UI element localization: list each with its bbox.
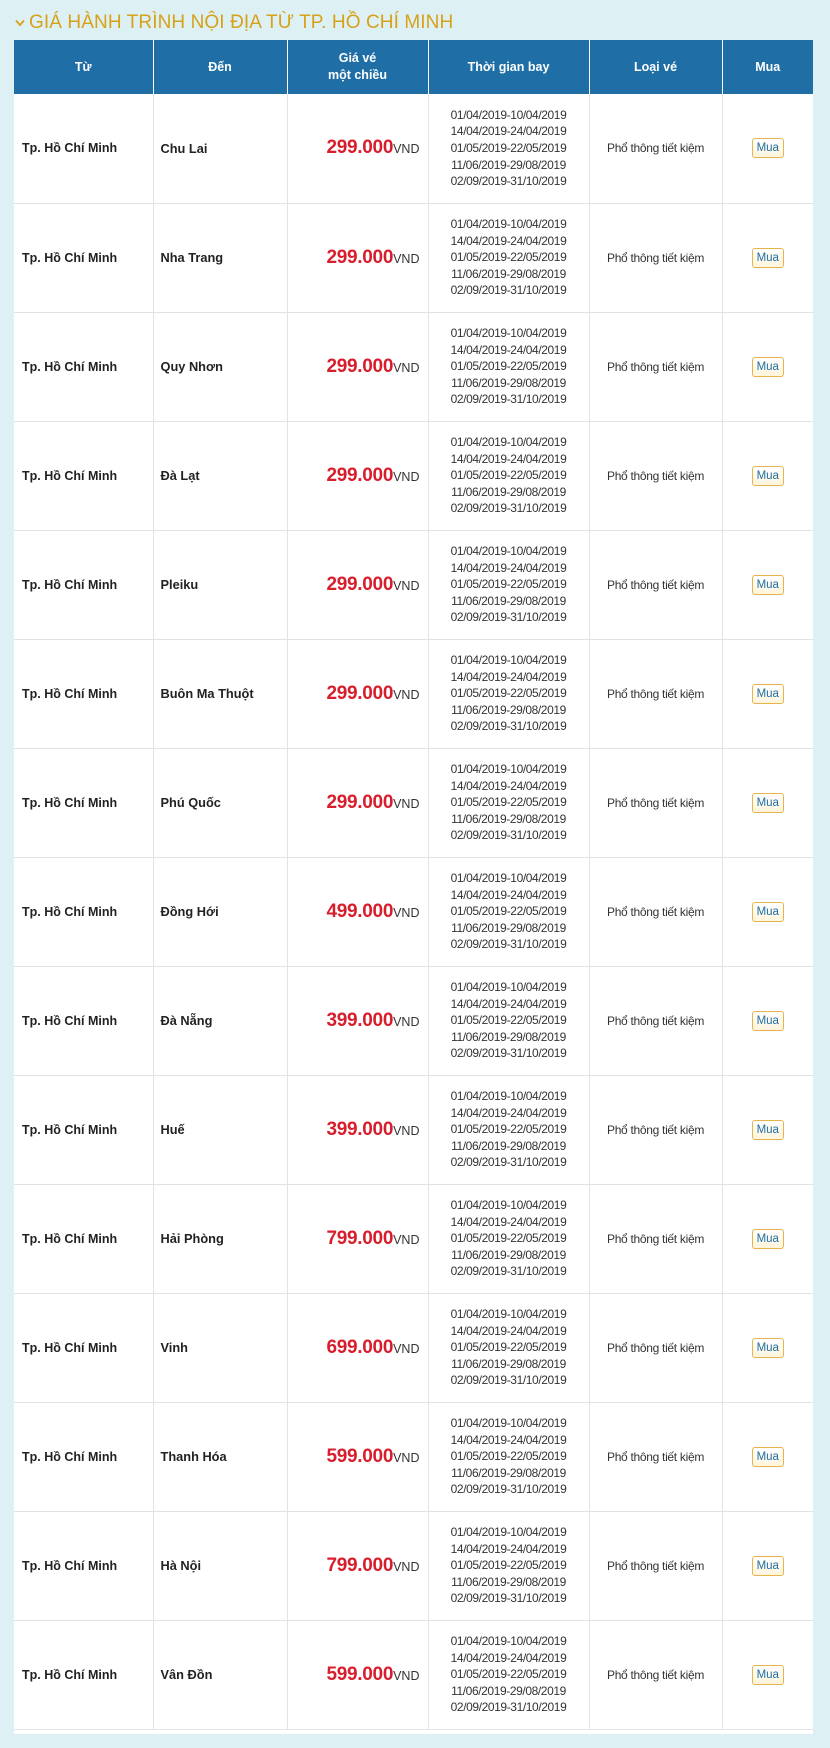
cell-flight-dates bbox=[428, 639, 589, 748]
buy-button[interactable]: Mua bbox=[752, 793, 784, 813]
cell-ticket-type: Phổ thông tiết kiệm bbox=[589, 1293, 722, 1402]
table-row bbox=[14, 639, 813, 748]
date-range: 14/04/2019-24/04/2019 bbox=[450, 996, 567, 1011]
date-range: 11/06/2019-29/08/2019 bbox=[451, 593, 566, 608]
date-range: 01/05/2019-22/05/2019 bbox=[450, 1449, 567, 1464]
date-range: 11/06/2019-29/08/2019 bbox=[451, 1138, 566, 1153]
fare-table-container bbox=[14, 40, 813, 1734]
date-range: 14/04/2019-24/04/2019 bbox=[450, 560, 567, 575]
price-amount: 299.000 bbox=[326, 246, 394, 268]
cell-flight-dates bbox=[428, 966, 589, 1075]
date-range: 11/06/2019-29/08/2019 bbox=[451, 920, 566, 935]
date-range: 02/09/2019-31/10/2019 bbox=[450, 501, 567, 516]
cell-to: Đồng Hới bbox=[153, 857, 287, 966]
price-currency: VND bbox=[393, 1014, 420, 1029]
cell-flight-dates bbox=[428, 857, 589, 966]
date-range: 01/04/2019-10/04/2019 bbox=[450, 871, 567, 886]
date-range: 01/05/2019-22/05/2019 bbox=[450, 468, 567, 483]
cell-to: Buôn Ma Thuột bbox=[153, 639, 287, 748]
cell-from: Tp. Hồ Chí Minh bbox=[14, 639, 153, 748]
table-row bbox=[14, 421, 813, 530]
date-range: 11/06/2019-29/08/2019 bbox=[451, 1574, 566, 1589]
cell-flight-dates bbox=[428, 1402, 589, 1511]
cell-from: Tp. Hồ Chí Minh bbox=[14, 1293, 153, 1402]
price-currency: VND bbox=[393, 1123, 420, 1138]
date-range: 02/09/2019-31/10/2019 bbox=[450, 1700, 567, 1715]
price-currency: VND bbox=[393, 687, 420, 702]
buy-button[interactable]: Mua bbox=[752, 1665, 784, 1685]
cell-ticket-type: Phổ thông tiết kiệm bbox=[589, 1184, 722, 1293]
price-amount: 299.000 bbox=[326, 464, 394, 486]
buy-button[interactable]: Mua bbox=[752, 1229, 784, 1249]
cell-to: Vinh bbox=[153, 1293, 287, 1402]
cell-from: Tp. Hồ Chí Minh bbox=[14, 1184, 153, 1293]
cell-flight-dates bbox=[428, 1184, 589, 1293]
cell-price bbox=[287, 1293, 428, 1402]
date-range: 11/06/2019-29/08/2019 bbox=[451, 375, 566, 390]
date-range: 01/05/2019-22/05/2019 bbox=[450, 1667, 567, 1682]
date-range: 01/04/2019-10/04/2019 bbox=[450, 326, 567, 341]
price-currency: VND bbox=[393, 469, 420, 484]
cell-ticket-type: Phổ thông tiết kiệm bbox=[589, 857, 722, 966]
price-currency: VND bbox=[393, 142, 420, 157]
buy-button[interactable]: Mua bbox=[752, 1338, 784, 1358]
date-range: 01/04/2019-10/04/2019 bbox=[450, 1307, 567, 1322]
date-range: 01/05/2019-22/05/2019 bbox=[450, 1122, 567, 1137]
cell-price bbox=[287, 857, 428, 966]
price-currency: VND bbox=[393, 578, 420, 593]
date-range: 14/04/2019-24/04/2019 bbox=[450, 1105, 567, 1120]
header-to: Đến bbox=[153, 40, 287, 94]
date-range: 01/05/2019-22/05/2019 bbox=[450, 1558, 567, 1573]
header-price-line1: Giá vé bbox=[338, 51, 377, 65]
date-range: 02/09/2019-31/10/2019 bbox=[450, 1373, 567, 1388]
date-range: 01/04/2019-10/04/2019 bbox=[450, 217, 567, 232]
buy-button[interactable]: Mua bbox=[752, 1120, 784, 1140]
date-range: 01/04/2019-10/04/2019 bbox=[450, 1089, 567, 1104]
table-row bbox=[14, 1511, 813, 1620]
date-range: 02/09/2019-31/10/2019 bbox=[450, 1591, 567, 1606]
cell-price bbox=[287, 1511, 428, 1620]
date-range: 01/04/2019-10/04/2019 bbox=[450, 107, 567, 122]
cell-buy bbox=[722, 203, 813, 312]
price-currency: VND bbox=[393, 251, 420, 266]
cell-buy bbox=[722, 312, 813, 421]
cell-price bbox=[287, 1402, 428, 1511]
price-amount: 399.000 bbox=[326, 1118, 394, 1140]
cell-buy bbox=[722, 1511, 813, 1620]
cell-ticket-type: Phổ thông tiết kiệm bbox=[589, 748, 722, 857]
buy-button[interactable]: Mua bbox=[752, 138, 784, 158]
date-range: 01/04/2019-10/04/2019 bbox=[450, 980, 567, 995]
price-amount: 599.000 bbox=[326, 1445, 394, 1467]
cell-price bbox=[287, 639, 428, 748]
price-amount: 299.000 bbox=[326, 682, 394, 704]
date-range: 02/09/2019-31/10/2019 bbox=[450, 1155, 567, 1170]
price-amount: 499.000 bbox=[326, 900, 394, 922]
cell-buy bbox=[722, 748, 813, 857]
cell-to: Thanh Hóa bbox=[153, 1402, 287, 1511]
price-currency: VND bbox=[393, 360, 420, 375]
price-amount: 799.000 bbox=[326, 1227, 394, 1249]
cell-from: Tp. Hồ Chí Minh bbox=[14, 748, 153, 857]
cell-ticket-type: Phổ thông tiết kiệm bbox=[589, 1620, 722, 1729]
buy-button[interactable]: Mua bbox=[752, 575, 784, 595]
date-range: 14/04/2019-24/04/2019 bbox=[450, 124, 567, 139]
price-amount: 299.000 bbox=[326, 791, 394, 813]
cell-buy bbox=[722, 1075, 813, 1184]
date-range: 01/04/2019-10/04/2019 bbox=[450, 435, 567, 450]
cell-flight-dates bbox=[428, 1511, 589, 1620]
cell-price bbox=[287, 1620, 428, 1729]
cell-buy bbox=[722, 94, 813, 203]
cell-buy bbox=[722, 1184, 813, 1293]
buy-button[interactable]: Mua bbox=[752, 1447, 784, 1467]
table-row bbox=[14, 1620, 813, 1729]
fare-table-body bbox=[14, 94, 813, 1729]
cell-ticket-type: Phổ thông tiết kiệm bbox=[589, 421, 722, 530]
cell-from: Tp. Hồ Chí Minh bbox=[14, 966, 153, 1075]
cell-flight-dates bbox=[428, 312, 589, 421]
cell-flight-dates bbox=[428, 1620, 589, 1729]
cell-from: Tp. Hồ Chí Minh bbox=[14, 1511, 153, 1620]
date-range: 11/06/2019-29/08/2019 bbox=[451, 1247, 566, 1262]
date-range: 14/04/2019-24/04/2019 bbox=[450, 342, 567, 357]
cell-price bbox=[287, 530, 428, 639]
date-range: 14/04/2019-24/04/2019 bbox=[450, 778, 567, 793]
cell-flight-dates bbox=[428, 94, 589, 203]
cell-from: Tp. Hồ Chí Minh bbox=[14, 203, 153, 312]
date-range: 01/05/2019-22/05/2019 bbox=[450, 795, 567, 810]
header-buy: Mua bbox=[722, 40, 813, 94]
table-row bbox=[14, 857, 813, 966]
table-row bbox=[14, 1293, 813, 1402]
date-range: 01/05/2019-22/05/2019 bbox=[450, 686, 567, 701]
date-range: 02/09/2019-31/10/2019 bbox=[450, 392, 567, 407]
date-range: 02/09/2019-31/10/2019 bbox=[450, 719, 567, 734]
cell-price bbox=[287, 748, 428, 857]
date-range: 11/06/2019-29/08/2019 bbox=[451, 484, 566, 499]
table-row bbox=[14, 530, 813, 639]
date-range: 02/09/2019-31/10/2019 bbox=[450, 610, 567, 625]
cell-ticket-type: Phổ thông tiết kiệm bbox=[589, 639, 722, 748]
date-range: 01/05/2019-22/05/2019 bbox=[450, 577, 567, 592]
date-range: 14/04/2019-24/04/2019 bbox=[450, 1323, 567, 1338]
cell-buy bbox=[722, 1620, 813, 1729]
date-range: 11/06/2019-29/08/2019 bbox=[451, 811, 566, 826]
date-range: 02/09/2019-31/10/2019 bbox=[450, 937, 567, 952]
fare-table bbox=[14, 40, 813, 1730]
cell-price bbox=[287, 421, 428, 530]
price-amount: 399.000 bbox=[326, 1009, 394, 1031]
cell-price bbox=[287, 1075, 428, 1184]
cell-from: Tp. Hồ Chí Minh bbox=[14, 857, 153, 966]
cell-to: Huế bbox=[153, 1075, 287, 1184]
date-range: 01/04/2019-10/04/2019 bbox=[450, 1525, 567, 1540]
cell-ticket-type: Phổ thông tiết kiệm bbox=[589, 530, 722, 639]
date-range: 14/04/2019-24/04/2019 bbox=[450, 451, 567, 466]
date-range: 01/05/2019-22/05/2019 bbox=[450, 1231, 567, 1246]
cell-to: Hà Nội bbox=[153, 1511, 287, 1620]
cell-from: Tp. Hồ Chí Minh bbox=[14, 1075, 153, 1184]
date-range: 02/09/2019-31/10/2019 bbox=[450, 283, 567, 298]
table-row bbox=[14, 203, 813, 312]
cell-to: Đà Nẵng bbox=[153, 966, 287, 1075]
price-amount: 299.000 bbox=[326, 137, 394, 159]
cell-ticket-type: Phổ thông tiết kiệm bbox=[589, 1511, 722, 1620]
price-currency: VND bbox=[393, 1450, 420, 1465]
cell-price bbox=[287, 94, 428, 203]
price-amount: 299.000 bbox=[326, 355, 394, 377]
cell-buy bbox=[722, 966, 813, 1075]
date-range: 02/09/2019-31/10/2019 bbox=[450, 1264, 567, 1279]
date-range: 02/09/2019-31/10/2019 bbox=[450, 1482, 567, 1497]
price-amount: 699.000 bbox=[326, 1336, 394, 1358]
table-header-row bbox=[14, 40, 813, 94]
price-currency: VND bbox=[393, 796, 420, 811]
cell-from: Tp. Hồ Chí Minh bbox=[14, 421, 153, 530]
cell-ticket-type: Phổ thông tiết kiệm bbox=[589, 1402, 722, 1511]
cell-from: Tp. Hồ Chí Minh bbox=[14, 1402, 153, 1511]
date-range: 01/04/2019-10/04/2019 bbox=[450, 544, 567, 559]
table-row bbox=[14, 966, 813, 1075]
table-row bbox=[14, 312, 813, 421]
cell-buy bbox=[722, 530, 813, 639]
cell-ticket-type: Phổ thông tiết kiệm bbox=[589, 312, 722, 421]
date-range: 11/06/2019-29/08/2019 bbox=[451, 1029, 566, 1044]
cell-price bbox=[287, 203, 428, 312]
header-ticket-type: Loại vé bbox=[589, 40, 722, 94]
cell-to: Pleiku bbox=[153, 530, 287, 639]
cell-price bbox=[287, 966, 428, 1075]
date-range: 01/04/2019-10/04/2019 bbox=[450, 1198, 567, 1213]
cell-from: Tp. Hồ Chí Minh bbox=[14, 530, 153, 639]
cell-price bbox=[287, 1184, 428, 1293]
header-from: Từ bbox=[14, 40, 153, 94]
price-currency: VND bbox=[393, 1559, 420, 1574]
buy-button[interactable]: Mua bbox=[752, 1556, 784, 1576]
cell-buy bbox=[722, 639, 813, 748]
date-range: 11/06/2019-29/08/2019 bbox=[451, 1465, 566, 1480]
cell-ticket-type: Phổ thông tiết kiệm bbox=[589, 203, 722, 312]
date-range: 11/06/2019-29/08/2019 bbox=[451, 1356, 566, 1371]
table-row bbox=[14, 1184, 813, 1293]
date-range: 01/05/2019-22/05/2019 bbox=[450, 140, 567, 155]
buy-button[interactable]: Mua bbox=[752, 357, 784, 377]
price-currency: VND bbox=[393, 1668, 420, 1683]
date-range: 01/04/2019-10/04/2019 bbox=[450, 1416, 567, 1431]
section-title-text: GIÁ HÀNH TRÌNH NỘI ĐỊA TỪ TP. HỒ CHÍ MINH bbox=[29, 12, 454, 33]
cell-flight-dates bbox=[428, 1293, 589, 1402]
cell-to: Vân Đồn bbox=[153, 1620, 287, 1729]
cell-buy bbox=[722, 1402, 813, 1511]
date-range: 01/04/2019-10/04/2019 bbox=[450, 653, 567, 668]
cell-buy bbox=[722, 421, 813, 530]
cell-from: Tp. Hồ Chí Minh bbox=[14, 1620, 153, 1729]
table-row bbox=[14, 748, 813, 857]
cell-from: Tp. Hồ Chí Minh bbox=[14, 94, 153, 203]
price-amount: 599.000 bbox=[326, 1663, 394, 1685]
cell-buy bbox=[722, 1293, 813, 1402]
cell-to: Hải Phòng bbox=[153, 1184, 287, 1293]
price-currency: VND bbox=[393, 1341, 420, 1356]
date-range: 01/05/2019-22/05/2019 bbox=[450, 250, 567, 265]
cell-ticket-type: Phổ thông tiết kiệm bbox=[589, 94, 722, 203]
date-range: 01/05/2019-22/05/2019 bbox=[450, 359, 567, 374]
buy-button[interactable]: Mua bbox=[752, 248, 784, 268]
buy-button[interactable]: Mua bbox=[752, 902, 784, 922]
price-amount: 299.000 bbox=[326, 573, 394, 595]
date-range: 14/04/2019-24/04/2019 bbox=[450, 1650, 567, 1665]
section-title[interactable] bbox=[14, 8, 453, 38]
header-price bbox=[287, 40, 428, 94]
cell-from: Tp. Hồ Chí Minh bbox=[14, 312, 153, 421]
date-range: 11/06/2019-29/08/2019 bbox=[451, 702, 566, 717]
date-range: 14/04/2019-24/04/2019 bbox=[450, 233, 567, 248]
buy-button[interactable]: Mua bbox=[752, 684, 784, 704]
chevron-down-icon bbox=[14, 17, 26, 29]
date-range: 11/06/2019-29/08/2019 bbox=[451, 157, 566, 172]
table-row bbox=[14, 94, 813, 203]
buy-button[interactable]: Mua bbox=[752, 466, 784, 486]
price-currency: VND bbox=[393, 905, 420, 920]
cell-flight-dates bbox=[428, 748, 589, 857]
date-range: 14/04/2019-24/04/2019 bbox=[450, 1432, 567, 1447]
cell-to: Đà Lạt bbox=[153, 421, 287, 530]
cell-price bbox=[287, 312, 428, 421]
date-range: 01/05/2019-22/05/2019 bbox=[450, 904, 567, 919]
date-range: 02/09/2019-31/10/2019 bbox=[450, 1046, 567, 1061]
date-range: 14/04/2019-24/04/2019 bbox=[450, 1214, 567, 1229]
cell-to: Quy Nhơn bbox=[153, 312, 287, 421]
header-flight-time: Thời gian bay bbox=[428, 40, 589, 94]
cell-ticket-type: Phổ thông tiết kiệm bbox=[589, 1075, 722, 1184]
date-range: 02/09/2019-31/10/2019 bbox=[450, 174, 567, 189]
cell-buy bbox=[722, 857, 813, 966]
date-range: 01/05/2019-22/05/2019 bbox=[450, 1013, 567, 1028]
date-range: 11/06/2019-29/08/2019 bbox=[451, 1683, 566, 1698]
cell-to: Phú Quốc bbox=[153, 748, 287, 857]
price-currency: VND bbox=[393, 1232, 420, 1247]
date-range: 14/04/2019-24/04/2019 bbox=[450, 1541, 567, 1556]
cell-ticket-type: Phổ thông tiết kiệm bbox=[589, 966, 722, 1075]
price-amount: 799.000 bbox=[326, 1554, 394, 1576]
cell-flight-dates bbox=[428, 1075, 589, 1184]
buy-button[interactable]: Mua bbox=[752, 1011, 784, 1031]
date-range: 11/06/2019-29/08/2019 bbox=[451, 266, 566, 281]
date-range: 01/04/2019-10/04/2019 bbox=[450, 762, 567, 777]
table-row bbox=[14, 1075, 813, 1184]
cell-flight-dates bbox=[428, 421, 589, 530]
table-row bbox=[14, 1402, 813, 1511]
date-range: 14/04/2019-24/04/2019 bbox=[450, 669, 567, 684]
date-range: 01/05/2019-22/05/2019 bbox=[450, 1340, 567, 1355]
header-price-line2: một chiều bbox=[327, 68, 388, 82]
date-range: 14/04/2019-24/04/2019 bbox=[450, 887, 567, 902]
cell-to: Chu Lai bbox=[153, 94, 287, 203]
cell-to: Nha Trang bbox=[153, 203, 287, 312]
date-range: 01/04/2019-10/04/2019 bbox=[450, 1634, 567, 1649]
cell-flight-dates bbox=[428, 203, 589, 312]
date-range: 02/09/2019-31/10/2019 bbox=[450, 828, 567, 843]
cell-flight-dates bbox=[428, 530, 589, 639]
